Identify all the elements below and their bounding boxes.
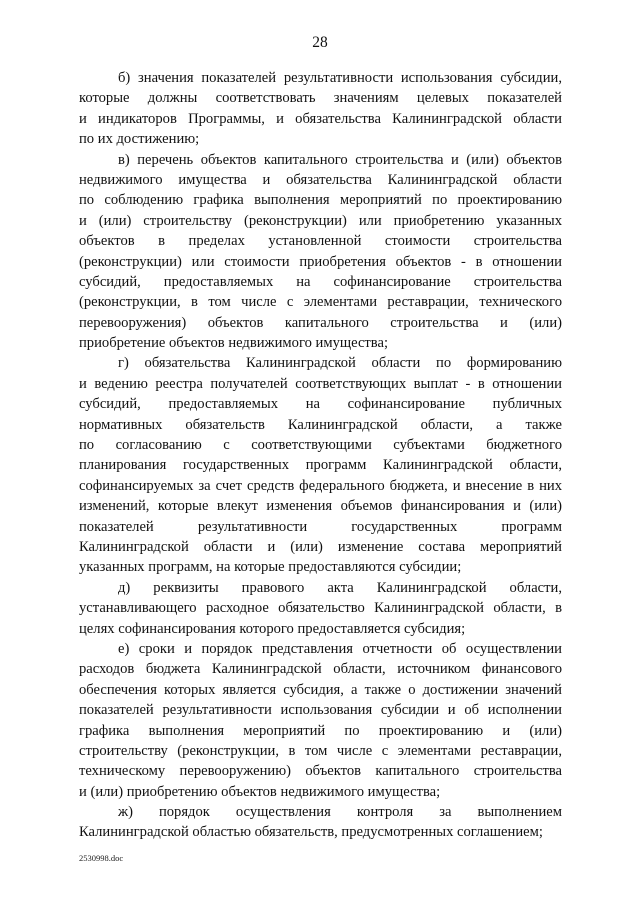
text-line: строительству (реконструкции, в том числе с элементами реставрации, [79, 742, 562, 759]
text-line: д) реквизиты правового акта Калининградской области, [118, 579, 562, 596]
text-line: целях софинансирования которого предоставляется субсидия; [79, 620, 466, 637]
text-line: нормативных обязательств Калининградской области, а также [79, 416, 562, 433]
text-line: ж) порядок осуществления контроля за выполнением [118, 804, 562, 821]
text-line: по согласованию с соответствующими субъектами бюджетного [79, 437, 562, 454]
text-line: планирования государственных программ Калининградской области, [79, 457, 562, 474]
text-line: графика выполнения мероприятий по проектированию и (или) [79, 722, 562, 739]
text-line: перевооружения) объектов капитального строительства и (или) [79, 314, 562, 331]
text-line: и (или) строительству (реконструкции) или приобретению указанных [79, 212, 562, 229]
text-line: приобретение объектов недвижимого имущества; [79, 335, 389, 352]
paragraph-zh [79, 802, 562, 843]
paragraph-b [79, 68, 562, 150]
paragraph-e [79, 639, 562, 802]
text-line: объектов в пределах установленной стоимости строительства [79, 233, 562, 250]
text-line: показателей результативности государственных программ [79, 518, 562, 535]
paragraph-g [79, 353, 562, 577]
text-line: Калининградской области и (или) изменение состава мероприятий [79, 538, 562, 555]
text-line: субсидий, предоставляемых на софинансирование строительства [79, 273, 562, 290]
text-line: и ведению реестра получателей соответствующих выплат - в отношении [79, 375, 562, 392]
text-line: по соблюдению графика выполнения мероприятий по проектированию [79, 192, 562, 209]
text-line: софинансируемых за счет средств федерального бюджета, и внесение в них [79, 477, 562, 494]
document-body [79, 68, 562, 843]
text-line: в) перечень объектов капитального строительства и (или) объектов [118, 151, 562, 168]
text-line: изменений, которые влекут изменения объемов финансирования и (или) [79, 498, 562, 515]
text-line: и индикаторов Программы, и обязательства Калининградской области [79, 110, 562, 127]
text-line: (реконструкции) или стоимости приобретения объектов - в отношении [79, 253, 562, 270]
text-line: субсидий, предоставляемых на софинансирование публичных [79, 396, 562, 413]
text-line: указанных программ, на которые предоставляются субсидии; [79, 559, 462, 576]
text-line: устанавливающего расходное обязательство Калининградской области, в [79, 600, 562, 617]
text-line: е) сроки и порядок представления отчетности об осуществлении [118, 640, 562, 657]
file-name-footer: 2530998.doc [79, 853, 124, 863]
page-number: 28 [312, 34, 328, 51]
text-line: по их достижению; [79, 131, 200, 148]
paragraph-d [79, 578, 562, 639]
text-line: Калининградской областью обязательств, предусмотренных соглашением; [79, 824, 543, 841]
text-line: б) значения показателей результативности использования субсидии, [118, 70, 562, 86]
paragraph-v [79, 150, 562, 354]
text-line: обеспечения которых является субсидия, а также о достижении значений [79, 681, 562, 698]
text-line: (реконструкции, в том числе с элементами реставрации, технического [79, 294, 562, 311]
text-line: недвижимого имущества и обязательства Калининградской области [79, 171, 562, 188]
text-line: и (или) приобретению объектов недвижимого имущества; [79, 783, 441, 800]
text-line: г) обязательства Калининградской области по формированию [118, 355, 562, 372]
text-line: показателей результативности использования субсидии и об исполнении [79, 702, 562, 719]
text-line: которые должны соответствовать значениям целевых показателей [79, 90, 562, 107]
text-line: техническому перевооружению) объектов капитального строительства [79, 763, 562, 780]
text-line: расходов бюджета Калининградской области, источником финансового [79, 661, 562, 678]
